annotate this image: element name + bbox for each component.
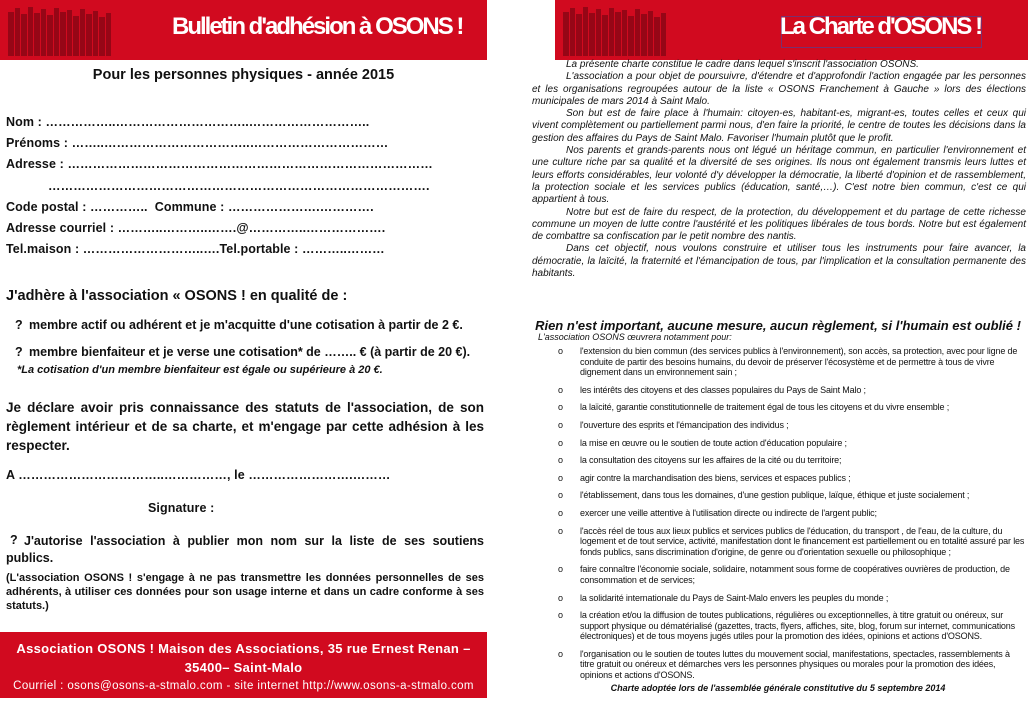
form-title: Bulletin d'adhésion à OSONS ! (172, 13, 463, 40)
intro-paragraph: Son but est de faire place à l'humain: citoyen-es, habitant-es, migrant-es, toutes celles et ceux qui vivent complètement ou partiellement parmi nous, d'en faire la priorité, le centre de toutes les décisions dans la gestion des affaires du Pays de Saint Malo. Favoriser l'humain plutôt que le profit. (532, 108, 1026, 144)
option1-checkbox[interactable]: ? (15, 318, 23, 332)
list-item: o l'ouverture des esprits et l'émancipation des individus ; (558, 419, 789, 430)
association-contact: Courriel : osons@osons-a-stmalo.com - site internet http://www.osons-a-stmalo.com (13, 680, 474, 692)
intro-paragraph: Dans cet objectif, nous voulons construire et utiliser tous les instruments pour faire avancer, la démocratie, la laïcité, la fraternité et l'émancipation de tous, par l'implication et la consultation permanente des habitants. (532, 243, 1026, 280)
charter-title: La Charte d'OSONS ! (780, 13, 982, 40)
intro-paragraph: Nos parents et grands-parents nous ont légué un héritage commun, en particulier l'environnement et une culture riche par sa qualité et la diversité de ses origines. Ils nous ont également transmis leurs luttes et leurs efforts considérables, leur volonté d'y développer la démocratie, la liberté d'opinion et de rassemblement, la protection sociale et les services publics (éducation, santé,…). C'est notre bien commun, c'est ce qui appartient à tous. (532, 145, 1026, 206)
list-item: o l'organisation ou le soutien de toutes luttes du mouvement social, manifestations, spectacles, rassemblements à titre gratuit ou onéreux et démarches vers les personnes physiques ou morales pour la promotion des idées, opinions et actions d'OSONS. (558, 648, 1010, 681)
crowd-silhouette-icon (8, 4, 128, 56)
bullet-icon: o (558, 490, 563, 501)
bullet-icon: o (558, 437, 563, 448)
bullet-icon: o (558, 648, 563, 659)
option2-checkbox[interactable]: ? (15, 345, 23, 359)
charter-slogan: Rien n'est important, aucune mesure, aucun règlement, si l'humain est oublié ! (535, 318, 1021, 333)
bullet-icon: o (558, 402, 563, 413)
cotisation-note: *La cotisation d'un membre bienfaiteur est égale ou supérieure à 20 €. (17, 364, 383, 376)
list-item: o l'établissement, dans tous les domaines, d'une gestion publique, laïque, éthique et juste socialement ; (558, 490, 970, 501)
intro-paragraph: La présente charte constitue le cadre dans lequel s'inscrit l'association OSONS. (566, 59, 919, 70)
charter-list-intro: L'association OSONS œuvrera notamment pour: (538, 332, 732, 342)
bullet-icon: o (558, 592, 563, 603)
prenoms-field[interactable]: Prénoms : ……..……………………………..…………………………… (6, 136, 389, 150)
membership-form-page (0, 0, 500, 702)
list-item: o exercer une veille attentive à l'utilisation directe ou indirecte de l'argent public; (558, 507, 877, 518)
signature-label: Signature : (148, 501, 215, 515)
association-address: Association OSONS ! Maison des Associations, 35 rue Ernest Renan – 35400– Saint-Malo (16, 641, 471, 675)
charter-page (528, 0, 1028, 702)
authorize-text: J'autorise l'association à publier mon nom sur la liste de ses soutiens publics. (6, 534, 484, 565)
declaration-text: Je déclare avoir pris connaissance des statuts de l'association, de son règlement intérieur et de sa charte, et m'engage par cette adhésion à les respecter. (6, 400, 484, 453)
nom-field[interactable]: Nom : ……………..…………………………..……………………….. (6, 115, 370, 129)
adhere-heading: J'adhère à l'association « OSONS ! en qualité de : (6, 288, 348, 304)
list-item: o la création et/ou la diffusion de toutes publications, régulières ou exceptionnelles, à titre gratuit ou onéreux, sur support physique ou dématérialisé (gazettes, tracts, flyers, affiches, site, blog, forum sur internet, communications électroniques) et de tous moyens jugés utiles pour la promotion des idées, opinions et actions d'OSONS. (558, 610, 1015, 642)
list-item: o l'extension du bien commun (des services publics à l'environnement), son accès, sa protection, avec pour ligne de conduite de partir des besoins humains, du devoir de préserver l'écosystème et de permettre à tous de vivre dignement dans un environnement sain ; (558, 346, 1018, 378)
intro-paragraph: L'association a pour objet de poursuivre, d'étendre et d'approfondir l'action engagée par les personnes et les organisations regroupées autour de la liste « OSONS Franchement à Gauche » lors des élections municipales de mars 2014 à Saint Malo. (532, 71, 1026, 107)
crowd-silhouette-icon (563, 4, 683, 56)
place-date-field[interactable]: A ……………………………..……………, le …………………….……… (6, 468, 391, 482)
courriel-field[interactable]: Adresse courriel : ………..………..…….@…………..………………. (6, 221, 386, 235)
adresse-field[interactable]: Adresse : …………………………………………………………………………… (6, 157, 433, 171)
telephone-field[interactable]: Tel.maison : ………………………..….Tel.portable : ………..……… (6, 242, 385, 256)
list-item: o la consultation des citoyens sur les affaires de la cité ou du territoire; (558, 455, 842, 466)
bullet-icon: o (558, 472, 563, 483)
charter-intro (532, 59, 1026, 280)
bullet-icon: o (558, 419, 563, 430)
intro-paragraph: Notre but est de faire du respect, de la protection, du développement et du partage de cette richesse commune un moyen de lutte contre l'austérité et les politiques libérales de tous bords. Notre but est également de combattre sa confiscation par le petit nombre des nantis. (532, 206, 1026, 243)
list-item: o faire connaître l'économie sociale, solidaire, notamment sous forme de coopératives ouvrières de production, de consommation et de services; (558, 564, 1010, 585)
privacy-notice: (L'association OSONS ! s'engage à ne pas transmettre les données personnelles de ses adhérents, à utiliser ces données pour son usage interne et dans un cadre conforme à ses statuts.) (6, 572, 484, 612)
bullet-icon: o (558, 507, 563, 518)
association-footer (0, 632, 487, 698)
adresse-line2-field[interactable]: ………………………………………………………………………………. (48, 179, 430, 193)
bullet-icon: o (558, 455, 563, 466)
authorize-checkbox[interactable]: ? (10, 533, 18, 547)
bullet-icon: o (558, 564, 563, 575)
codepostal-commune-field[interactable]: Code postal : ………….. Commune : ………………….…………. (6, 200, 374, 214)
bullet-icon: o (558, 610, 563, 621)
list-item: o la solidarité internationale du Pays de Saint-Malo envers les peuples du monde ; (558, 592, 889, 603)
list-item: o les intérêts des citoyens et des classes populaires du Pays de Saint Malo ; (558, 384, 866, 395)
charter-adoption-note: Charte adoptée lors de l'assemblée générale constitutive du 5 septembre 2014 (610, 683, 946, 693)
bullet-icon: o (558, 346, 563, 356)
list-item: o la mise en œuvre ou le soutien de toute action d'éducation populaire ; (558, 437, 847, 448)
bullet-icon: o (558, 525, 563, 536)
charter-banner (555, 0, 1028, 60)
form-banner (0, 0, 487, 60)
charter-commitments-list (528, 346, 1028, 688)
option2-label: membre bienfaiteur et je verse une cotisation* de …….. € (à partir de 20 €). (29, 345, 471, 359)
list-item: o la laïcité, garantie constitutionnelle de traitement égal de tous les citoyens et du vivre ensemble ; (558, 402, 950, 413)
list-item: o l'accès réel de tous aux lieux publics et services publics de l'éducation, du transport , de l'eau, de la culture, du logement et de tout service, activité, manifestation dont le financement est partiellement ou en totalité assuré par les fonds publics, sans discrimination d'origine, de genre ou d'orientation sexuelle ou philosophique ; (558, 525, 1025, 557)
list-item: o agir contre la marchandisation des biens, services et espaces publics ; (558, 472, 851, 483)
bullet-icon: o (558, 384, 563, 395)
option1-label: membre actif ou adhérent et je m'acquitte d'une cotisation à partir de 2 €. (29, 318, 463, 332)
form-subtitle: Pour les personnes physiques - année 2015 (92, 67, 395, 83)
